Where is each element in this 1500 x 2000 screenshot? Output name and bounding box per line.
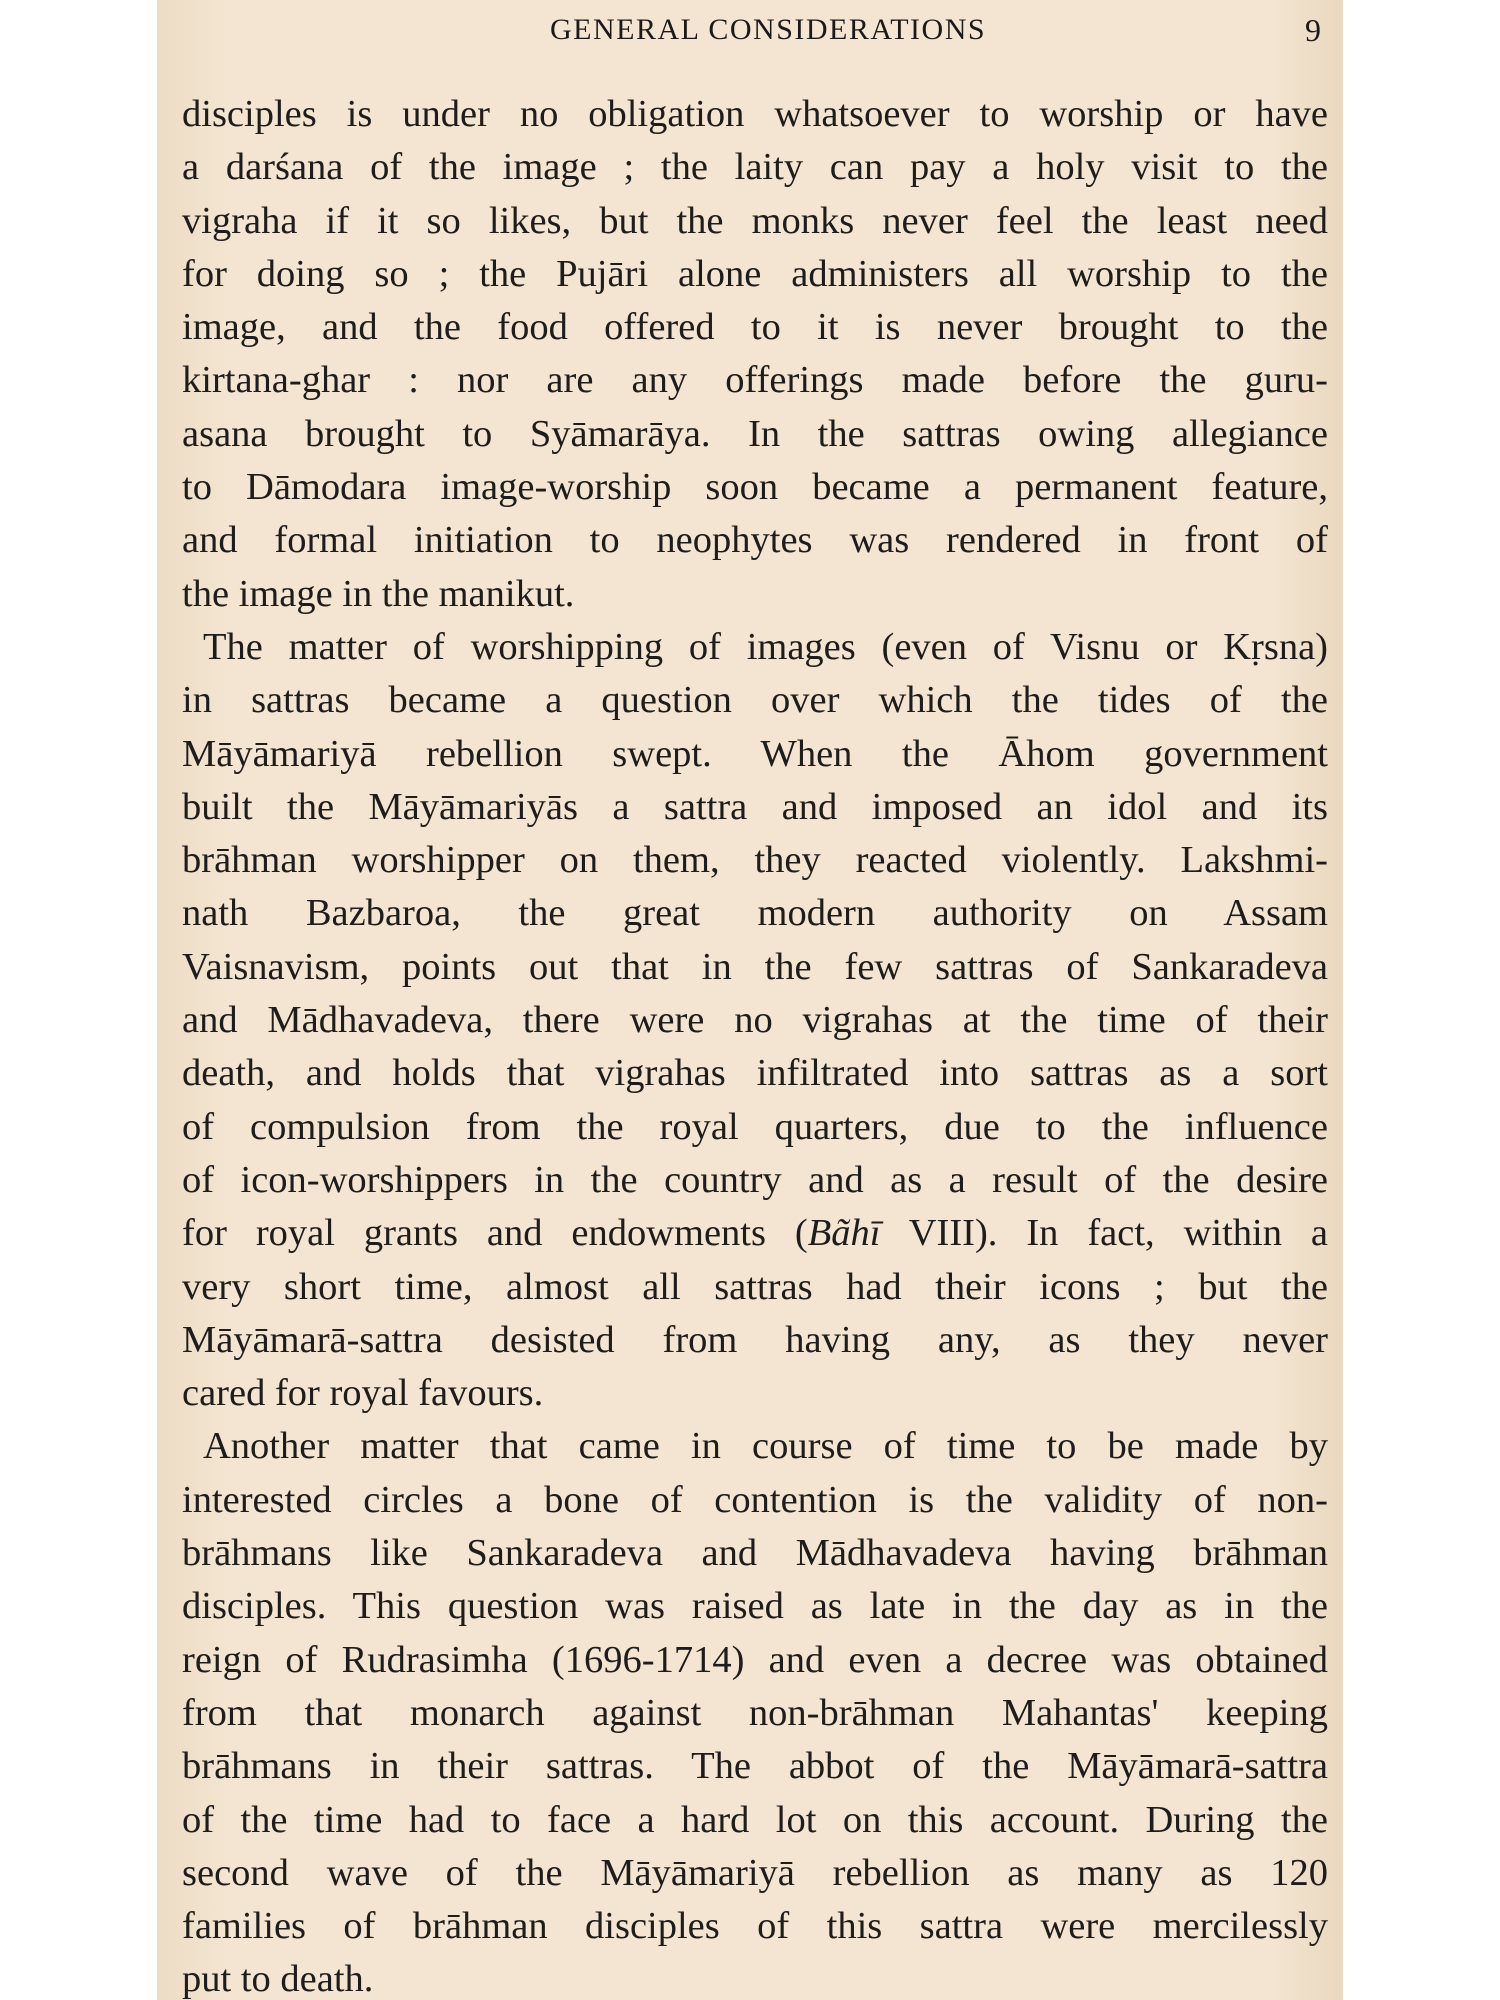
text-line: reign of Rudrasimha (1696-1714) and even a decree was obtained — [182, 1638, 1328, 1681]
text-line: The matter of worshipping of images (even of Visnu or Kṛsna) — [203, 625, 1328, 668]
text-line: brāhmans like Sankaradeva and Mādhavadeva having brāhman — [182, 1532, 1328, 1575]
paragraph-3 — [182, 1420, 1328, 2000]
text-line: brāhmans in their sattras. The abbot of the Māyāmarā-sattra — [182, 1745, 1328, 1788]
text-line: and Mādhavadeva, there were no vigrahas at the time of their — [182, 999, 1328, 1042]
text-line: the image in the manikut. — [182, 572, 575, 615]
text-line: brāhman worshipper on them, they reacted violently. Lakshmi- — [182, 839, 1328, 882]
text-line: very short time, almost all sattras had their icons ; but the — [182, 1265, 1328, 1308]
text-line: Māyāmarā-sattra desisted from having any, as they never — [182, 1318, 1328, 1361]
text-line: built the Māyāmariyās a sattra and imposed an idol and its — [182, 785, 1328, 828]
text-line: in sattras became a question over which the tides of the — [182, 679, 1328, 722]
header-title: GENERAL CONSIDERATIONS — [550, 13, 987, 46]
text-line: of icon-worshippers in the country and as a result of the desire — [182, 1158, 1328, 1201]
text-line: a darśana of the image ; the laity can pay a holy visit to the — [182, 146, 1328, 189]
text-line: families of brāhman disciples of this sattra were mercilessly — [182, 1905, 1328, 1948]
text-line: and formal initiation to neophytes was rendered in front of — [182, 519, 1328, 562]
text-line: image, and the food offered to it is never brought to the — [182, 306, 1328, 349]
citation-italic: Bãhī — [807, 1212, 881, 1255]
text-line: from that monarch against non-brāhman Mahantas' keeping — [182, 1691, 1328, 1734]
page-number: 9 — [1305, 12, 1321, 48]
text-segment: for royal grants and endowments ( — [182, 1212, 808, 1255]
text-line: second wave of the Māyāmariyā rebellion as many as 120 — [182, 1851, 1328, 1894]
text-segment: VIII). In fact, within a — [880, 1212, 1328, 1255]
text-line: cared for royal favours. — [182, 1372, 544, 1415]
text-line: disciples is under no obligation whatsoever to worship or have — [182, 93, 1328, 135]
text-line: Māyāmariyā rebellion swept. When the Āhom government — [182, 732, 1328, 775]
text-line: to Dāmodara image-worship soon became a permanent feature, — [182, 466, 1328, 509]
body-text — [182, 88, 1328, 2000]
text-line: interested circles a bone of contention is the validity of non- — [182, 1478, 1328, 1521]
text-line: death, and holds that vigrahas infiltrated into sattras as a sort — [182, 1052, 1328, 1095]
paragraph-2 — [182, 621, 1328, 1420]
text-line-with-citation — [182, 1207, 1328, 1260]
text-line: Vaisnavism, points out that in the few sattras of Sankaradeva — [182, 945, 1328, 988]
text-line: vigraha if it so likes, but the monks never feel the least need — [182, 199, 1328, 242]
book-page — [157, 0, 1343, 2000]
paragraph-1 — [182, 88, 1328, 621]
text-line: disciples. This question was raised as late in the day as in the — [182, 1585, 1328, 1628]
text-line: asana brought to Syāmarāya. In the sattras owing allegiance — [182, 412, 1328, 455]
text-line: kirtana-ghar : nor are any offerings made before the guru- — [182, 359, 1328, 402]
text-line: nath Bazbaroa, the great modern authority on Assam — [182, 892, 1328, 935]
text-line: for doing so ; the Pujāri alone administers all worship to the — [182, 252, 1328, 295]
text-line: put to death. — [182, 1958, 374, 2000]
text-line: Another matter that came in course of time to be made by — [203, 1425, 1328, 1468]
running-header — [157, 8, 1343, 52]
text-line: of compulsion from the royal quarters, due to the influence — [182, 1105, 1328, 1148]
text-line: of the time had to face a hard lot on this account. During the — [182, 1798, 1328, 1841]
